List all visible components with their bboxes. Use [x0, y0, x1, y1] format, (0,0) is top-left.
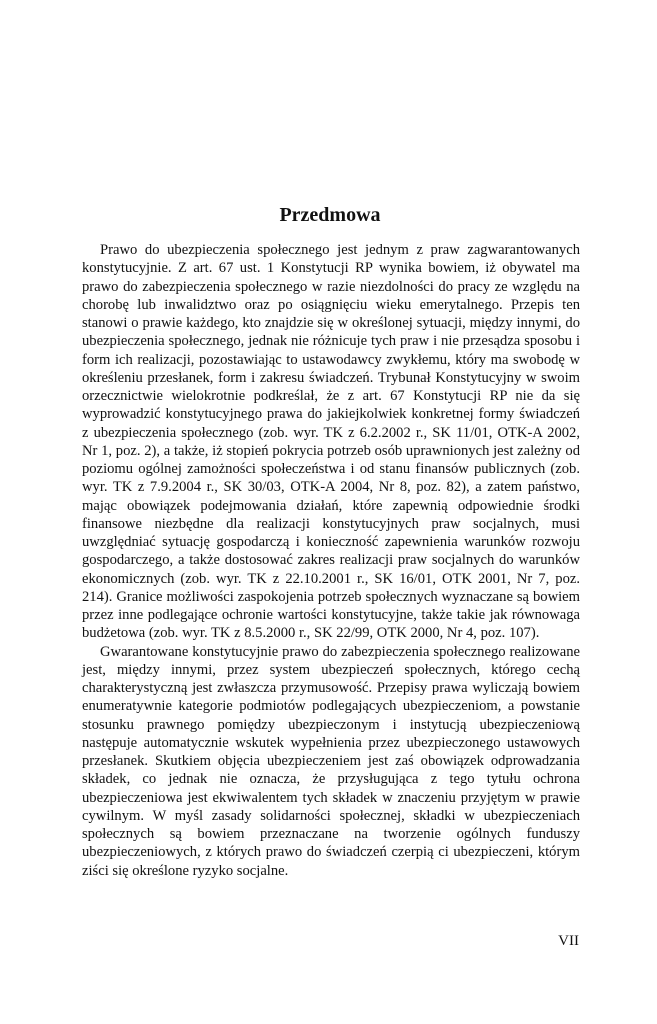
page-number: VII	[558, 933, 579, 949]
body-text	[82, 241, 580, 880]
page-title: Przedmowa	[279, 204, 381, 226]
paragraph-2: Gwarantowane konstytucyjnie prawo do zabezpieczenia społecznego realizowane jest, między innymi, przez system ubezpieczeń społecznych, którego cechą charakterystyczną jest zwłaszcza przymusowość. Przepisy prawa wyliczają bowiem enumeratywnie kategorie podmiotów podlegających ubezpieczeniom, a powstanie stosunku prawnego pomiędzy ubezpieczonym i instytucją ubezpieczeniową następuje automatycznie wskutek wypełnienia przez ubezpieczonego ustawowych przesłanek. Skutkiem objęcia ubezpieczeniem jest zaś obowiązek odprowadzania składek, co jednak nie oznacza, że przysługująca z tego tytułu ochrona ubezpieczeniowa jest ekwiwalentem tych składek w znaczeniu przyjętym w prawie cywilnym. W myśl zasady solidarności społecznej, składki w ubezpieczeniach społecznych są bowiem przeznaczane na tworzenie ogólnych funduszy ubezpieczeniowych, z których prawo do świadczeń czerpią ci ubezpieczeni, którym ziści się określone ryzyko socjalne.	[82, 643, 580, 879]
paragraph-1: Prawo do ubezpieczenia społecznego jest jednym z praw zagwarantowanych konstytucyjnie. Z art. 67 ust. 1 Konstytucji RP wynika bowiem, iż obywatel ma prawo do zabezpieczenia społecznego w razie niezdolności do pracy ze względu na chorobę lub inwalidztwo oraz po osiągnięciu wieku emerytalnego. Przepis ten stanowi o prawie każdego, kto znajdzie się w określonej sytuacji, między innymi, do ubezpieczenia społecznego, jednak nie różnicuje tych praw i nie przesądza sposobu i form ich realizacji, pozostawiając to ustawodawcy zwykłemu, który ma swobodę w określeniu przesłanek, form i zakresu świadczeń. Trybunał Konstytucyjny w swoim orzecznictwie wielokrotnie podkreślał, że z art. 67 Konstytucji RP nie da się wyprowadzić konstytucyjnego prawa do jakiejkolwiek konkretnej formy świadczeń z ubezpieczenia społecznego (zob. wyr. TK z 6.2.2002 r., SK 11/01, OTK-A 2002, Nr 1, poz. 2), a także, iż stopień pokrycia potrzeb osób uprawnionych jest zależny od poziomu ogólnej zamożności społeczeństwa i od stanu finansów publicznych (zob. wyr. TK z 7.9.2004 r., SK 30/03, OTK-A 2004, Nr 8, poz. 82), a zatem państwo, mając obowiązek podejmowania działań, które zapewnią odpowiednie środki finansowe niezbędne dla realizacji konstytucyjnych praw socjalnych, musi uwzględniać sytuację gospodarczą i konieczność zapewnienia warunków rozwoju gospodarczego, a także dostosować zakres realizacji praw socjalnych do warunków ekonomicznych (zob. wyr. TK z 22.10.2001 r., SK 16/01, OTK 2001, Nr 7, poz. 214). Granice możliwości zaspokojenia potrzeb społecznych wyznaczane są bowiem przez inne podlegające ochronie wartości konstytucyjne, także takie jak równowaga budżetowa (zob. wyr. TK z 8.5.2000 r., SK 22/99, OTK 2000, Nr 4, poz. 107).	[82, 242, 580, 642]
